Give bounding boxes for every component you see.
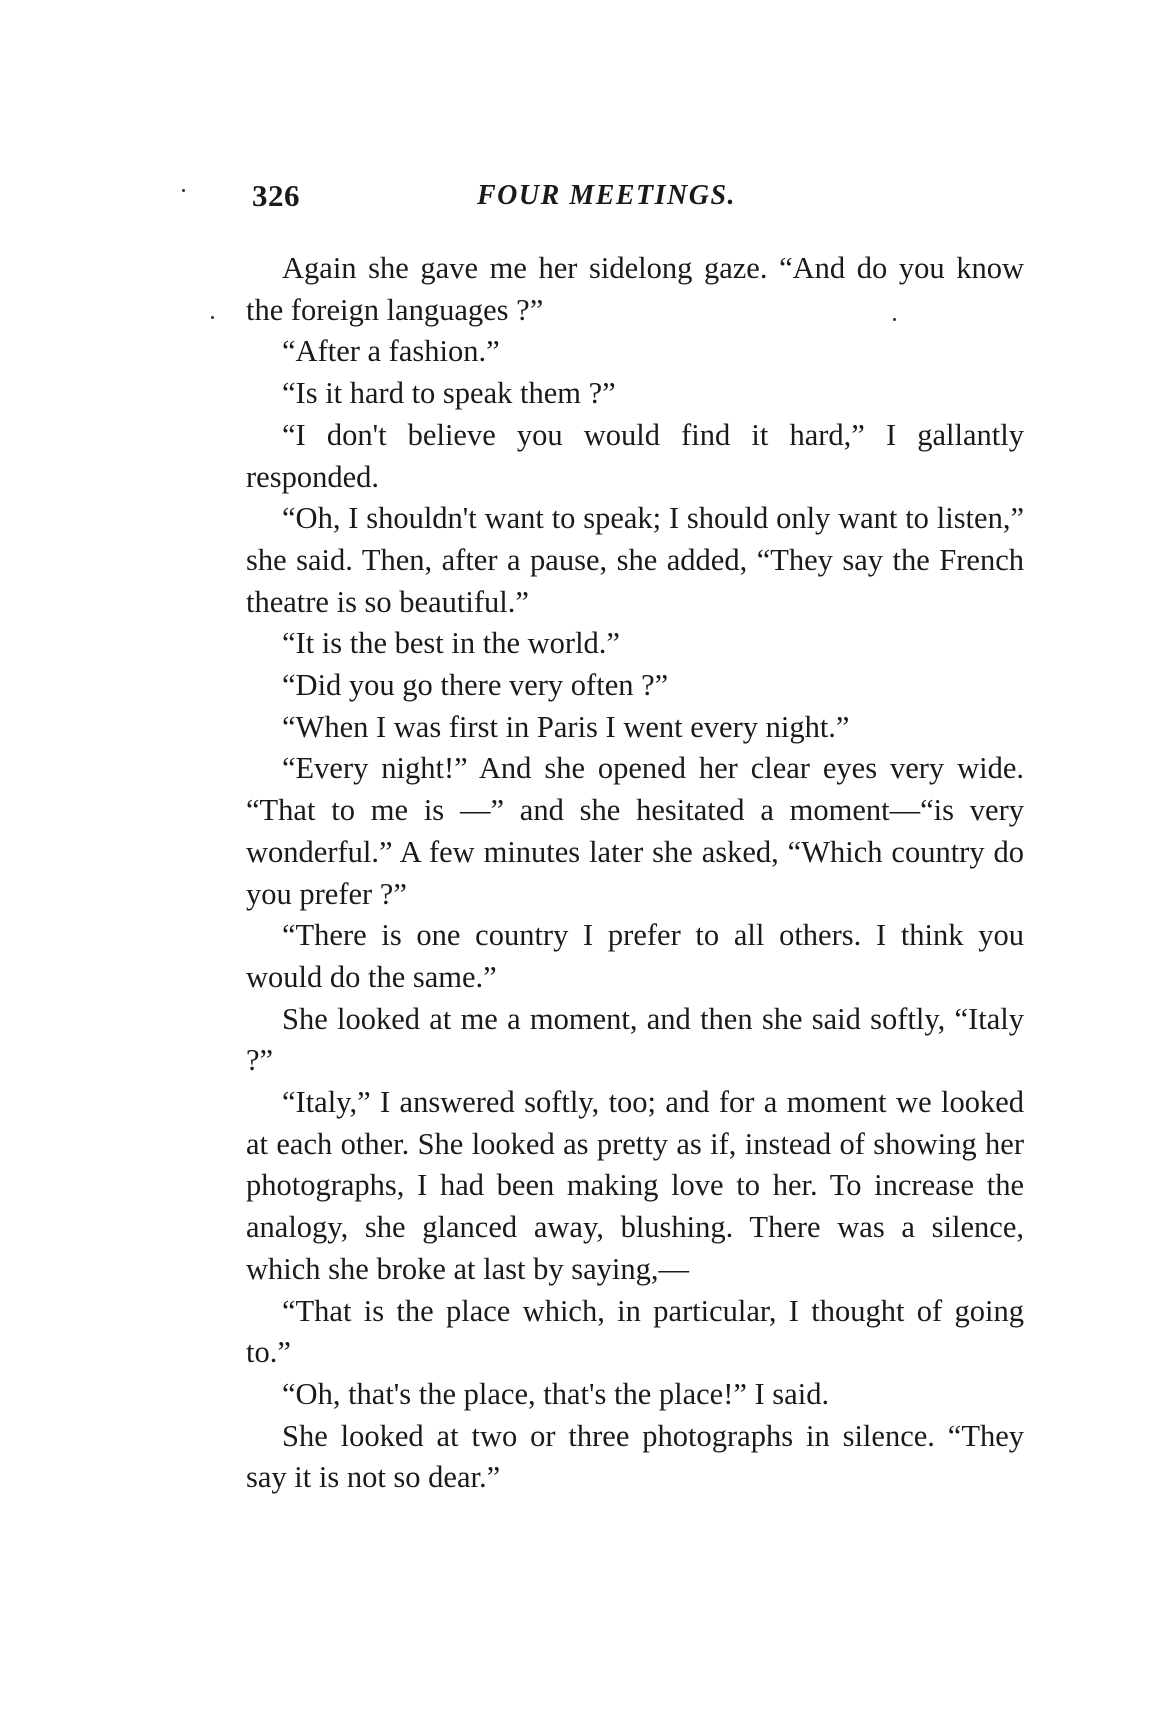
paragraph: “Italy,” I answered softly, too; and for a moment we looked at each other. She looked as pretty as if, instead of showing her photographs, I had been making love to her. To increase the analogy, she glanced away, blushing. There was a silence, which she broke at last by saying,— <box>246 1085 1024 1286</box>
page-number: 326 <box>252 178 300 213</box>
print-speck <box>211 316 214 319</box>
body-text <box>246 248 1024 1499</box>
paragraph: “It is the best in the world.” <box>282 626 620 661</box>
paragraph: “Is it hard to speak them ?” <box>282 376 616 411</box>
paragraph: “That is the place which, in particular, I thought of going to.” <box>246 1293 1024 1370</box>
paragraph: She looked at me a moment, and then she said softly, “Italy ?” <box>246 1001 1024 1078</box>
paragraph: She looked at two or three photographs in silence. “They say it is not so dear.” <box>246 1418 1024 1495</box>
paragraph: Again she gave me her sidelong gaze. “And do you know the foreign languages ?” <box>246 251 1024 327</box>
paragraph: “After a fashion.” <box>282 334 500 369</box>
paragraph: “Oh, I shouldn't want to speak; I should only want to listen,” she said. Then, after a pause, she added, “They say the French theatre is so beautiful.” <box>246 501 1024 619</box>
paragraph: “Every night!” And she opened her clear eyes very wide. “That to me is —” and she hesitated a moment—“is very wonderful.” A few minutes later she asked, “Which country do you prefer ?” <box>246 751 1024 911</box>
paragraph: “When I was first in Paris I went every night.” <box>282 709 850 744</box>
paragraph: “There is one country I prefer to all others. I think you would do the same.” <box>246 918 1024 994</box>
running-title: FOUR MEETINGS. <box>477 180 737 211</box>
paragraph: “I don't believe you would find it hard,” I gallantly responded. <box>246 417 1024 494</box>
print-speck <box>182 189 185 192</box>
page-header <box>252 178 1022 222</box>
paragraph: “Oh, that's the place, that's the place!” I said. <box>282 1376 830 1411</box>
paragraph: “Did you go there very often ?” <box>282 668 669 703</box>
